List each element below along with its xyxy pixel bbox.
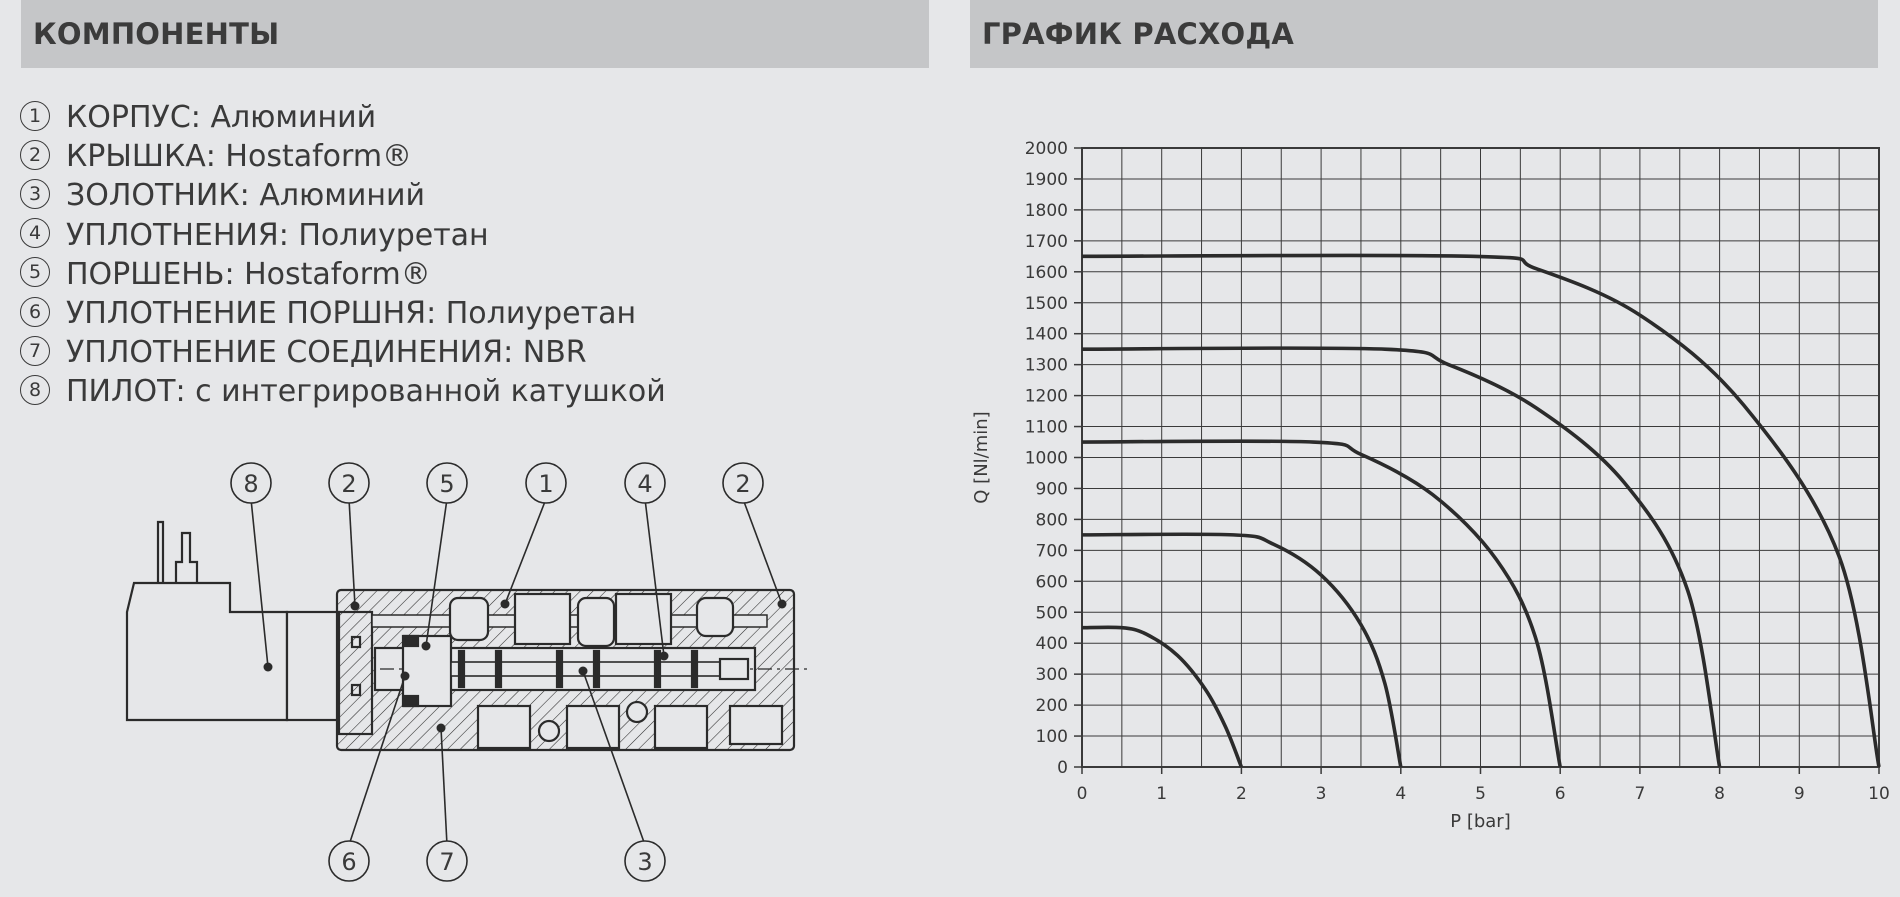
x-axis-label: P [bar]	[1450, 811, 1511, 832]
x-tick-label: 6	[1554, 784, 1566, 804]
y-tick-label: 1300	[1024, 355, 1068, 376]
port-bottom-hole-2	[627, 702, 647, 722]
svg-text:5: 5	[439, 470, 455, 498]
svg-text:2: 2	[341, 470, 357, 498]
svg-text:2: 2	[735, 470, 751, 498]
port-bottom-2	[567, 706, 619, 748]
x-tick-label: 10	[1868, 784, 1890, 804]
pilot-cap	[287, 612, 339, 720]
x-tick-label: 9	[1793, 784, 1805, 804]
number-badge: 7	[20, 336, 50, 366]
x-tick-label: 0	[1076, 784, 1088, 804]
component-name: УПЛОТНЕНИЕ СОЕДИНЕНИЯ	[66, 335, 504, 371]
x-tick-label: 7	[1634, 784, 1646, 804]
x-tick-label: 4	[1395, 784, 1407, 804]
pilot-connector	[176, 533, 197, 583]
component-name: ПИЛОТ	[66, 374, 176, 410]
component-material: Алюминий	[210, 100, 377, 135]
y-tick-label: 1800	[1024, 200, 1068, 221]
x-tick-label: 5	[1475, 784, 1486, 804]
spool-seal-6	[692, 651, 697, 687]
callout-6	[329, 841, 369, 881]
list-item: 1 КОРПУС: Алюминий	[20, 98, 666, 137]
component-material: Hostaform®	[244, 256, 431, 292]
list-item: 4 УПЛОТНЕНИЯ: Полиуретан	[20, 216, 666, 255]
port-top-3	[578, 598, 614, 646]
port-top-1	[450, 598, 488, 640]
list-item: 2 КРЫШКА: Hostaform®	[20, 137, 666, 176]
component-material: Hostaform®	[225, 139, 413, 175]
y-tick-label: 0	[1057, 758, 1068, 778]
y-tick-label: 2000	[1024, 139, 1068, 159]
x-tick-label: 1	[1156, 784, 1168, 804]
spool-seal-2	[496, 651, 501, 687]
chart-ticks	[1025, 139, 1890, 804]
number-badge: 3	[20, 179, 50, 209]
list-item: 8 ПИЛОТ: с интегрированной катушкой	[20, 372, 666, 411]
y-tick-label: 1200	[1024, 386, 1068, 407]
callout-2-right	[723, 463, 763, 503]
svg-text:7: 7	[439, 848, 455, 876]
y-tick-label: 1500	[1024, 293, 1068, 314]
y-tick-label: 1100	[1024, 417, 1068, 438]
components-header: КОМПОНЕНТЫ	[21, 0, 929, 68]
component-name: ПОРШЕНЬ	[66, 256, 225, 292]
list-item: 6 УПЛОТНЕНИЕ ПОРШНЯ: Полиуретан	[20, 294, 666, 333]
callout-3	[625, 841, 665, 881]
piston-seal-top	[404, 636, 418, 646]
callout-8	[231, 463, 271, 503]
component-list	[20, 98, 666, 412]
port-top-5	[697, 598, 733, 636]
y-tick-label: 400	[1035, 634, 1068, 655]
y-tick-label: 1000	[1024, 448, 1068, 469]
x-tick-label: 3	[1315, 784, 1327, 804]
component-material: Полиуретан	[298, 217, 489, 253]
number-badge: 5	[20, 257, 50, 287]
list-item: 7 УПЛОТНЕНИЕ СОЕДИНЕНИЯ: NBR	[20, 333, 666, 372]
svg-text:3: 3	[637, 848, 653, 876]
component-name: УПЛОТНЕНИЕ ПОРШНЯ	[66, 296, 427, 332]
spool-end	[720, 659, 748, 679]
callout-1	[526, 463, 566, 503]
y-tick-label: 1700	[1024, 231, 1068, 252]
svg-text:8: 8	[243, 470, 259, 498]
y-tick-label: 300	[1035, 665, 1068, 686]
y-tick-label: 1600	[1024, 262, 1068, 283]
component-name: КРЫШКА	[66, 139, 206, 175]
number-badge: 1	[20, 101, 50, 131]
component-name: КОРПУС	[66, 100, 191, 135]
component-material: с интегрированной катушкой	[195, 374, 666, 410]
callouts-top	[231, 463, 763, 503]
port-bottom-1	[478, 706, 530, 748]
component-name: ЗОЛОТНИК	[66, 178, 240, 214]
y-tick-label: 500	[1035, 603, 1068, 624]
component-material: NBR	[522, 335, 587, 371]
component-name: УПЛОТНЕНИЯ	[66, 217, 279, 253]
y-tick-label: 700	[1035, 541, 1068, 562]
flow-chart-header: ГРАФИК РАСХОДА	[970, 0, 1878, 68]
callouts-bottom	[329, 841, 665, 881]
port-bottom-3	[655, 706, 707, 748]
list-item: 5 ПОРШЕНЬ: Hostaform®	[20, 255, 666, 294]
port-top-2	[515, 594, 570, 644]
pilot-pin	[158, 522, 163, 583]
callout-7	[427, 841, 467, 881]
number-badge: 6	[20, 297, 50, 327]
callout-5	[427, 463, 467, 503]
component-material: Алюминий	[259, 178, 426, 214]
y-tick-label: 900	[1035, 479, 1068, 500]
spool-seal-5	[655, 651, 660, 687]
y-tick-label: 1900	[1024, 169, 1068, 190]
callout-4	[625, 463, 665, 503]
spool-seal-4	[594, 651, 599, 687]
port-top-4	[616, 594, 671, 644]
y-tick-label: 100	[1035, 727, 1068, 748]
x-tick-label: 2	[1235, 784, 1247, 804]
number-badge: 8	[20, 375, 50, 405]
flow-chart	[960, 120, 1890, 840]
svg-text:1: 1	[538, 470, 554, 498]
port-bottom-4	[730, 706, 782, 744]
list-item: 3 ЗОЛОТНИК: Алюминий	[20, 176, 666, 215]
spool-seal-3	[557, 651, 562, 687]
y-tick-label: 800	[1035, 510, 1068, 531]
y-axis-label: Q [Nl/min]	[971, 411, 992, 504]
chart-grid	[1082, 148, 1879, 767]
port-bottom-hole-1	[539, 721, 559, 741]
y-tick-label: 200	[1035, 696, 1068, 717]
number-badge: 4	[20, 218, 50, 248]
piston-seal-bottom	[404, 696, 418, 706]
svg-text:6: 6	[341, 848, 357, 876]
callout-2-left	[329, 463, 369, 503]
x-tick-label: 8	[1714, 784, 1726, 804]
pilot-housing	[127, 583, 287, 720]
svg-text:4: 4	[637, 470, 653, 498]
y-tick-label: 600	[1035, 572, 1068, 593]
valve-diagram	[0, 455, 820, 897]
y-tick-label: 1400	[1024, 324, 1068, 345]
spool-seal-1	[459, 651, 464, 687]
number-badge: 2	[20, 140, 50, 170]
component-material: Полиуретан	[445, 296, 637, 332]
